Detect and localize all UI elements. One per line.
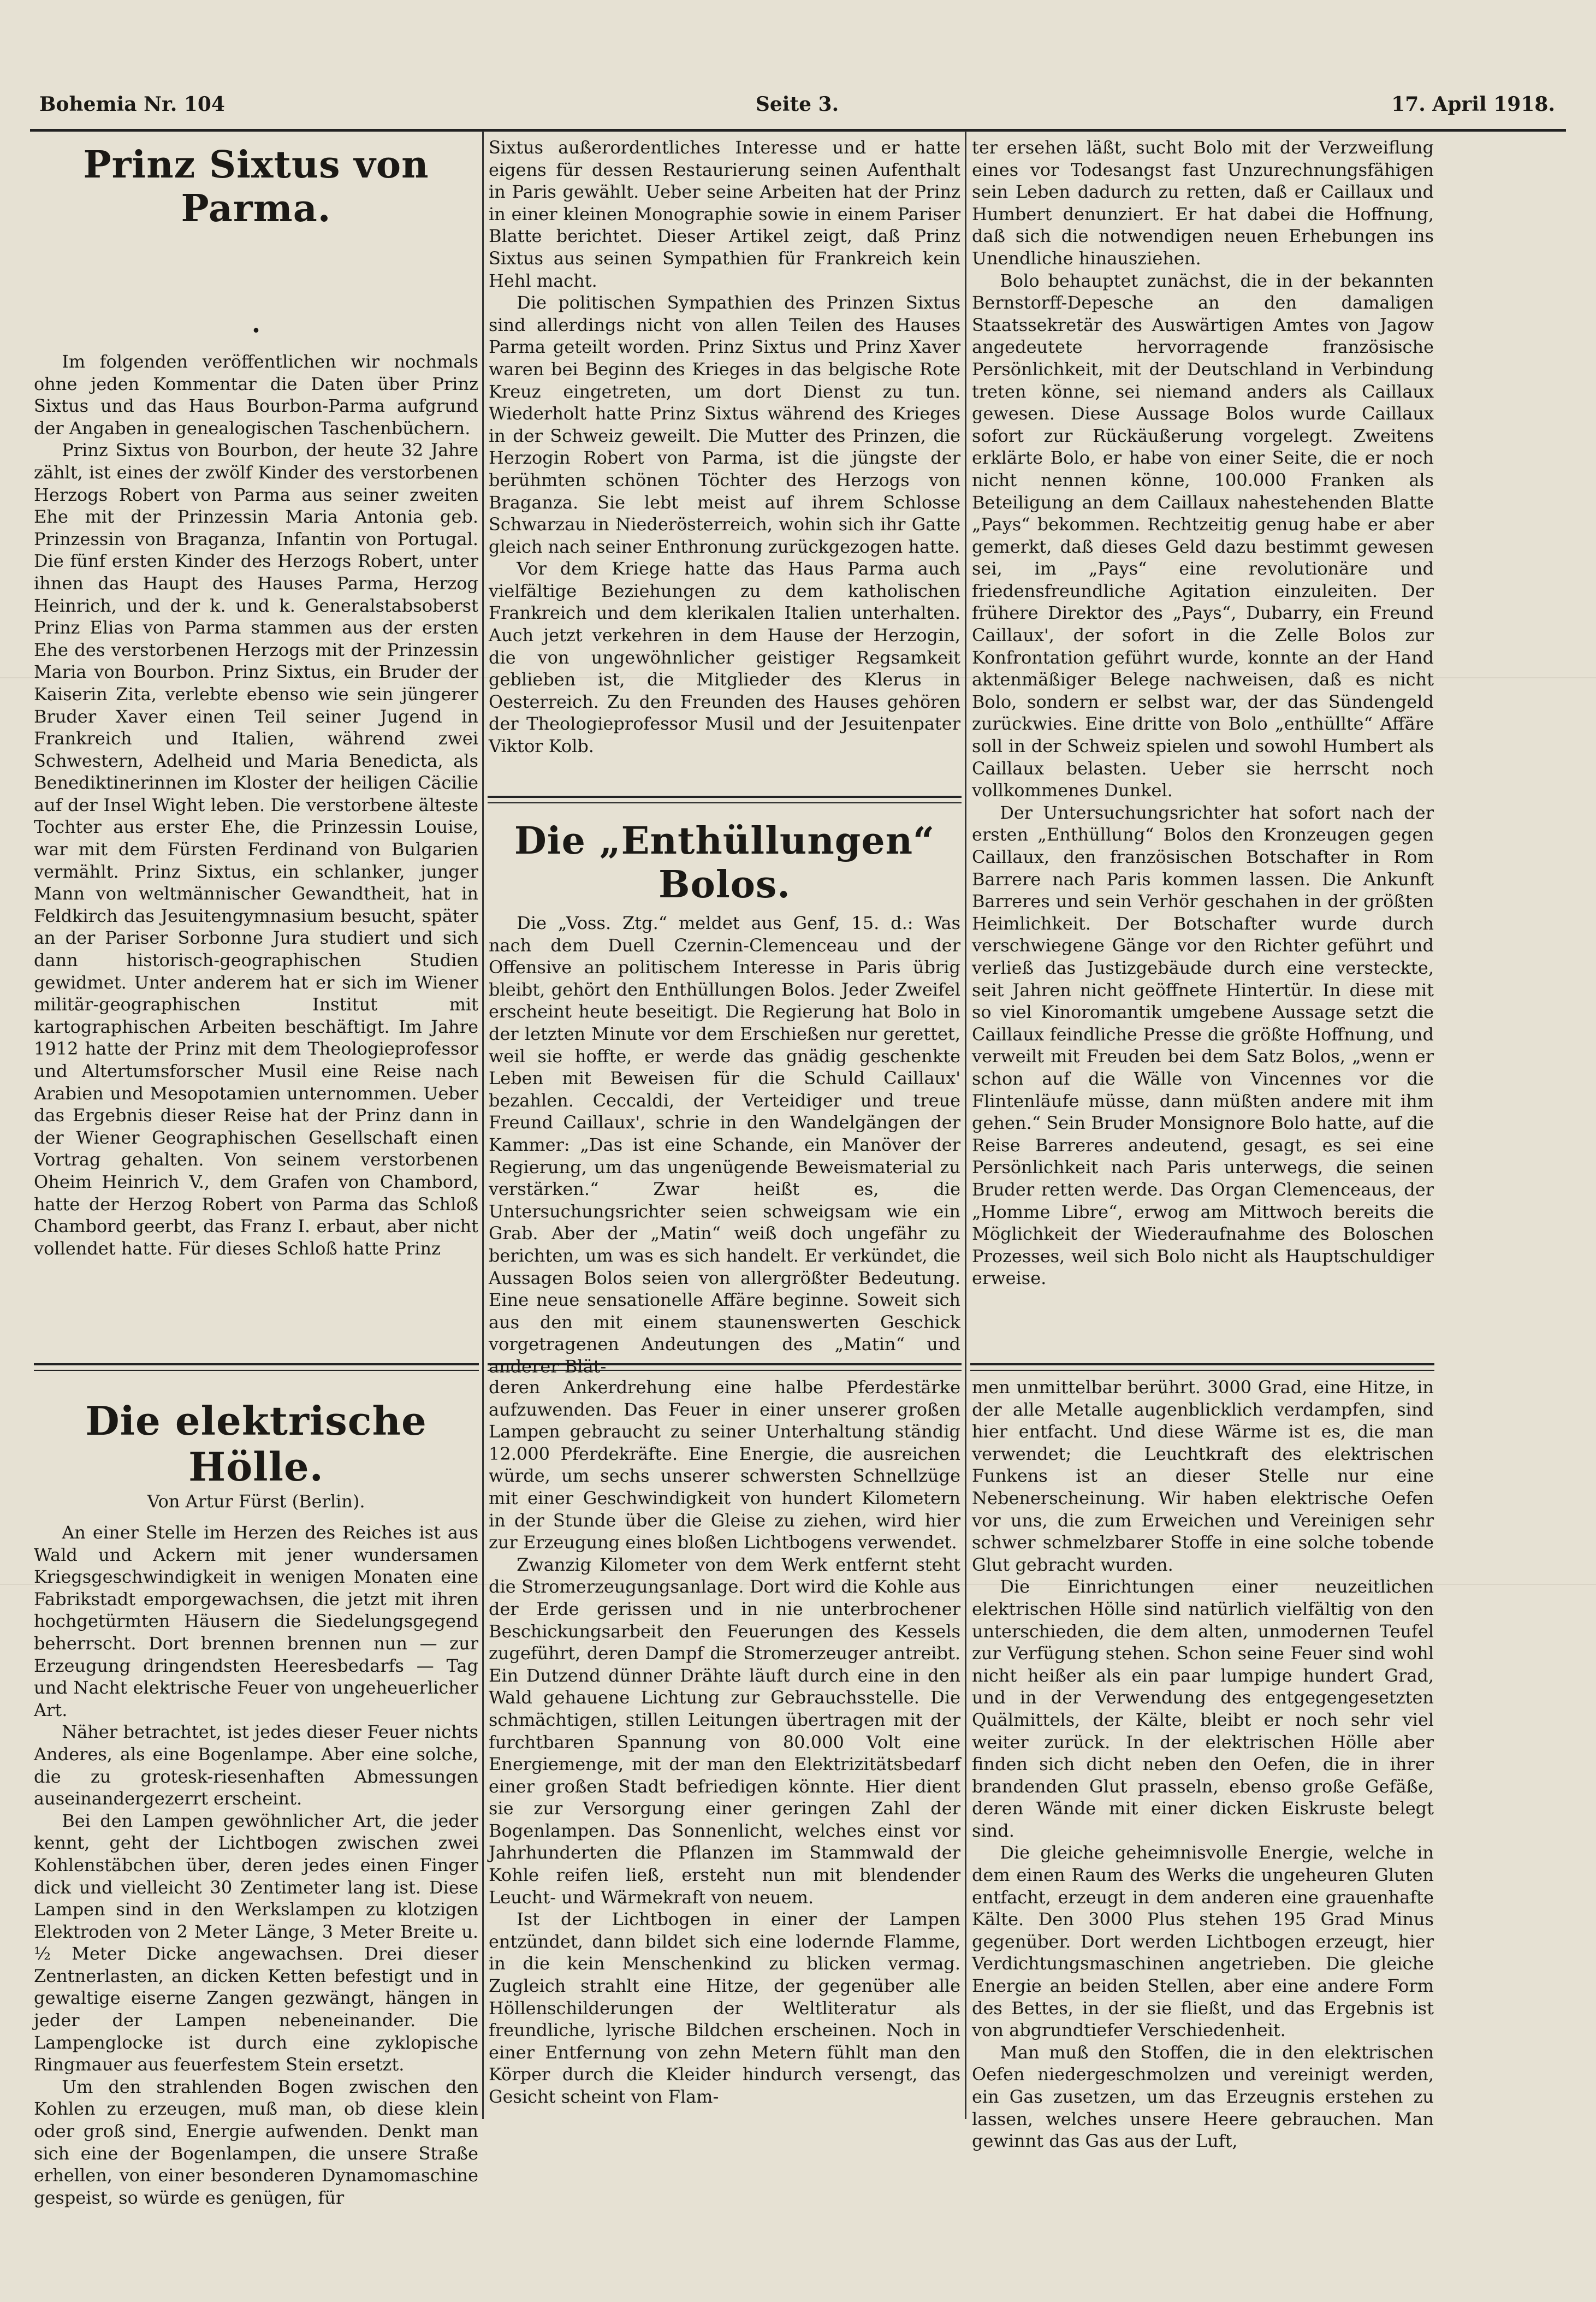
article-title-prinz-sixtus: Prinz Sixtus von Parma.: [83, 143, 429, 230]
paragraph: Prinz Sixtus von Bourbon, der heute 32 Jahre zählt, ist eines der zwölf Kinder des verstorbenen Herzogs Robert von Parma aus seiner zweiten Ehe mit der Prinzessin Maria Antonia geb. Prinzessin von Braganza, Infantin von Portugal. Die fünf ersten Kinder des Herzogs Robert, unter ihnen das Haupt des Hauses Parma, Herzog Heinrich, und der k. und k. Generalstabsoberst Prinz Elias von Parma stammen aus der ersten Ehe des verstorbenen Herzogs mit der Prinzessin Maria von Bourbon. Prinz Sixtus, ein Bruder der Kaiserin Zita, verlebte ebenso wie sein jüngerer Bruder Xaver einen Teil seiner Jugend in Frankreich und Italien, während zwei Schwestern, Adelheid und Maria Benedicta, als Benediktinerinnen im Kloster der heiligen Cäcilie auf der Insel Wight leben. Die verstorbene älteste Tochter aus erster Ehe, die Prinzessin Louise, war mit dem Fürsten Ferdinand von Bulgarien vermählt. Prinz Sixtus, ein schlanker, junger Mann von weltmännischer Gewandtheit, hat in Feldkirch das Jesuitengymnasium besucht, später an der Pariser Sorbonne Jura studiert und sich dann historisch-geographischen Studien gewidmet. Unter anderem hat er sich im Wiener militär-geographischen Institut mit kartographischen Arbeiten beschäftigt. Im Jahre 1912 hatte der Prinz mit dem Theologieprofessor und Altertumsforscher Musil eine Reise nach Arabien und Mesopotamien unternommen. Ueber das Ergebnis dieser Reise hat der Prinz dann in der Wiener Geographischen Gesellschaft einen Vortrag gehalten. Von seinem verstorbenen Oheim Heinrich V., dem Grafen von Chambord, hatte der Herzog Robert von Parma das Schloß Chambord geerbt, das Franz I. erbaut, aber nicht vollendet hatte. Für dieses Schloß hatte Prinz: [34, 440, 478, 1259]
paragraph: Sixtus außerordentliches Interesse und er hatte eigens für dessen Restaurierung seinen Aufenthalt in Paris gewählt. Ueber seine Arbeiten hat der Prinz in einer kleinen Monographie sowie in einem Pariser Blatte berichtet. Dieser Artikel zeigt, daß Prinz Sixtus aus seinen Sympathien für Frankreich kein Hehl macht.: [489, 137, 960, 291]
paragraph: Zwanzig Kilometer von dem Werk entfernt steht die Stromerzeugungsanlage. Dort wird die Kohle aus der Erde gerissen und in nie unterbrochener Beschickungsarbeit den Feuerungen des Kessels zugeführt, deren Dampf die Stromerzeuger antreibt. Ein Dutzend dünner Drähte läuft durch eine in den Wald gehauene Lichtung zur Gebrauchsstelle. Die schmächtigen, stillen Leitungen übertragen mit der furchtbaren Spannung von 80.000 Volt eine Energiemenge, mit der man den Elektrizitätsbedarf einer großen Stadt befriedigen könnte. Hier dient sie zur Versorgung einer geringen Zahl der Bogenlampen. Das Sonnenlicht, welches einst vor Jahrhunderten die Pflanzen im Stammwald der Kohle reifen ließ, ersteht nun mit blendender Leucht- und Wärmekraft von neuem.: [489, 1554, 960, 1908]
page-header: [39, 93, 1555, 126]
paragraph: Die Einrichtungen einer neuzeitlichen elektrischen Hölle sind natürlich vielfältig von den unterschieden, die dem alten, unmodernen Teufel zur Verfügung stehen. Schon seine Feuer sind wohl nicht heißer als ein paar lumpige hundert Grad, und in der Verwendung des entgegengesetzten Quälmittels, der Kälte, bleibt er noch sehr viel weiter zurück. In der elektrischen Hölle aber finden sich dicht neben den Oefen, die in ihrer brandenden Glut prasseln, ebenso große Gefäße, deren Wände mit einer dicken Eiskruste belegt sind.: [972, 1576, 1434, 1841]
paragraph: ter ersehen läßt, sucht Bolo mit der Verzweiflung eines vor Todesangst fast Unzurechnungsfähigen sein Leben dadurch zu retten, daß er Caillaux und Humbert denunziert. Er hat dabei die Hoffnung, daß sich die notwendigen neuen Erhebungen ins Unendliche hinausziehen.: [972, 137, 1434, 269]
article-elektrische-hoelle-part1: [34, 1376, 478, 2208]
paragraph: Bolo behauptet zunächst, die in der bekannten Bernstorff-Depesche an den damaligen Staatssekretär des Auswärtigen Amtes von Jagow angedeutete hervorragende französische Persönlichkeit, mit der Deutschland in Verbindung treten könne, sei niemand anders als Caillaux gewesen. Diese Aussage Bolos wurde Caillaux sofort zur Rückäußerung vorgelegt. Zweitens erklärte Bolo, er habe von einer Seite, die er noch nicht nennen könne, 100.000 Franken als Beteiligung an dem Caillaux nahestehenden Blatte „Pays“ bekommen. Rechtzeitig genug habe er aber gemerkt, daß dieses Geld dazu bestimmt gewesen sei, im „Pays“ eine revolutionäre und friedensfreundliche Agitation einzuleiten. Der frühere Direktor des „Pays“, Dubarry, ein Freund Caillaux', der sofort in die Zelle Bolos zur Konfrontation geführt wurde, konnte an der Hand aktenmäßiger Belege nachweisen, daß es nicht Bolo, sondern er selbst war, der das Sündengeld zurückwies. Eine dritte von Bolo „enthüllte“ Affäre soll in der Schweiz spielen und sowohl Humbert als Caillaux belasten. Ueber sie herrscht noch vollkommenes Dunkel.: [972, 270, 1434, 801]
issue-number: Bohemia Nr. 104: [39, 93, 225, 116]
ornament-dot: •: [251, 322, 261, 341]
paragraph: Bei den Lampen gewöhnlicher Art, die jeder kennt, geht der Lichtbogen zwischen zwei Kohlenstäbchen über, deren jedes einen Finger dick und vielleicht 30 Zentimeter lang ist. Diese Lampen sind in den Werkslampen zu klotzigen Elektroden von 2 Meter Länge, 3 Meter Breite u. ½ Meter Dicke angewachsen. Drei dieser Zentnerlasten, an dicken Ketten befestigt und in gewaltige eiserne Zangen gezwängt, hängen in jeder der Lampen nebeneinander. Die Lampenglocke ist durch eine zyklopische Ringmauer aus feuerfestem Stein ersetzt.: [34, 1810, 478, 2075]
article-title-elektrische-hoelle: Die elektrische Hölle.: [85, 1398, 427, 1490]
article-bolo-part1: [489, 819, 960, 1377]
paragraph: Vor dem Kriege hatte das Haus Parma auch vielfältige Beziehungen zu dem katholischen Frankreich und dem klerikalen Italien unterhalten. Auch jetzt verkehren in dem Hause der Herzogin, die von ungewöhnlicher geistiger Regsamkeit geblieben ist, die Mitglieder des Klerus in Oesterreich. Zu den Freunden des Hauses gehören der Theologieprofessor Musil und der Jesuitenpater Viktor Kolb.: [489, 558, 960, 757]
column-rule: [482, 131, 484, 2119]
section-rule: [488, 796, 962, 803]
header-rule: [30, 129, 1566, 132]
column-rule: [965, 131, 966, 2119]
paragraph: Die „Voss. Ztg.“ meldet aus Genf, 15. d.: Was nach dem Duell Czernin-Clemenceau und der Offensive an politischem Interesse in Paris übrig bleibt, gehört den Enthüllungen Bolos. Jeder Zweifel erscheint heute beseitigt. Die Regierung hat Bolo in der letzten Minute vor dem Erschießen nur gerettet, weil sie hoffte, er werde das gnädig geschenkte Leben mit Beweisen für die Schuld Caillaux' bezahlen. Ceccaldi, der Verteidiger und treue Freund Caillaux', schrie in den Wandelgängen der Kammer: „Das ist eine Schande, ein Manöver der Regierung, um das ungenügende Beweismaterial zu verstärken.“ Zwar heißt es, die Untersuchungsrichter seien schweigsam wie ein Grab. Aber der „Matin“ weiß doch ungefähr zu berichten, um was es sich handelt. Er verkündet, die Aussagen Bolos seien von allergrößter Bedeutung. Eine neue sensationelle Affäre beginne. Soweit sich aus den mit einem staunenswerten Geschick vorgetragenen Andeutungen des „Matin“ und anderer Blät-: [489, 913, 960, 1377]
paragraph: Ist der Lichtbogen in einer der Lampen entzündet, dann bildet sich eine lodernde Flamme, in die kein Menschenkind zu blicken vermag. Zugleich strahlt eine Hitze, der gegenüber alle Höllenschilderungen der Weltliteratur als freundliche, lyrische Bildchen erscheinen. Noch in einer Entfernung von zehn Metern fühlt man den Körper durch die Kleider hindurch versengt, das Gesicht scheint von Flam-: [489, 1909, 960, 2107]
article-elektrische-hoelle-part3: [972, 1376, 1434, 2152]
article-title-bolo: Die „Enthüllungen“ Bolos.: [514, 819, 935, 907]
paragraph: Im folgenden veröffentlichen wir nochmals ohne jeden Kommentar die Daten über Prinz Sixtus und das Haus Bourbon-Parma aufgrund der Angaben in genealogischen Taschenbüchern.: [34, 351, 478, 439]
paragraph: men unmittelbar berührt. 3000 Grad, eine Hitze, in der alle Metalle augenblicklich verdampfen, sind hier entfacht. Und diese Wärme ist es, die man verwendet; die Leuchtkraft des elektrischen Funkens ist an dieser Stelle nur eine Nebenerscheinung. Wir haben elektrische Oefen vor uns, die zum Erweichen und Vereinigen sehr schwer schmelzbarer Stoffe in eine solche tobende Glut gebracht wurden.: [972, 1377, 1434, 1575]
article-prinz-sixtus-part1: [34, 143, 478, 1358]
article-elektrische-hoelle-part2: [489, 1376, 960, 2130]
page-number: Seite 3.: [755, 93, 839, 116]
paragraph: Näher betrachtet, ist jedes dieser Feuer nichts Anderes, als eine Bogenlampe. Aber eine solche, die zu grotesk-riesenhaften Abmessungen auseinandergezerrt erscheint.: [34, 1721, 478, 1809]
paragraph: Um den strahlenden Bogen zwischen den Kohlen zu erzeugen, muß man, ob diese klein oder groß sind, Energie aufwenden. Denkt man sich eine der Bogenlampen, die unsere Straße erhellen, von einer besonderen Dynamomaschine gespeist, so würde es genügen, für: [34, 2076, 478, 2208]
paragraph: Man muß den Stoffen, die in den elektrischen Oefen niedergeschmolzen und vereinigt werden, ein Gas zusetzen, um das Erzeugnis erstehen zu lassen, welches unsere Heere gebrauchen. Man gewinnt das Gas aus der Luft,: [972, 2041, 1434, 2152]
paragraph: Die politischen Sympathien des Prinzen Sixtus sind allerdings nicht von allen Teilen des Hauses Parma geteilt worden. Prinz Sixtus und Prinz Xaver waren bei Beginn des Krieges in das belgische Rote Kreuz eingetreten, um dort Dienst zu tun. Wiederholt hatte Prinz Sixtus während des Krieges in der Schweiz geweilt. Die Mutter des Prinzen, die Herzogin Robert von Parma, ist die jüngste der berühmten schönen Töchter des Herzogs von Braganza. Sie lebt meist auf ihrem Schlosse Schwarzau in Niederösterreich, wohin sich ihr Gatte gleich nach seiner Enthronung zurückgezogen hatte.: [489, 292, 960, 557]
paragraph: Die gleiche geheimnisvolle Energie, welche in dem einen Raum des Werks die ungeheuren Gluten entfacht, erzeugt in dem anderen eine grauenhafte Kälte. Den 3000 Plus stehen 195 Grad Minus gegenüber. Dort werden Lichtbogen erzeugt, hier Verdichtungsmaschinen angetrieben. Die gleiche Energie an beiden Stellen, aber eine andere Form des Bettes, in der sie fließt, und das Ergebnis ist von abgrundtiefer Verschiedenheit.: [972, 1842, 1434, 2041]
paragraph: Der Untersuchungsrichter hat sofort nach der ersten „Enthüllung“ Bolos den Kronzeugen gegen Caillaux, den französischen Botschafter in Rom Barrere nach Paris kommen lassen. Die Ankunft Barreres und sein Verhör geschahen in der größten Heimlichkeit. Der Botschafter wurde durch verschwiegene Gänge vor den Richter geführt und verließ das Justizgebäude durch eine versteckte, seit Jahren nicht geöffnete Hintertür. In diese mit so viel Kinoromantik umgebene Aussage setzt die Caillaux feindliche Presse die größte Hoffnung, und verweilt mit Freuden bei dem Satz Bolos, „wenn er schon auf die Wälle von Vincennes vor die Flintenläufe müsse, dann müßten andere mit ihm gehen.“ Sein Bruder Monsignore Bolo hatte, auf die Reise Barreres andeutend, gesagt, es sei eine Persönlichkeit nach Paris unterwegs, die seinen Bruder retten werde. Das Organ Clemenceaus, der „Homme Libre“, erwog am Mittwoch bereits die Möglichkeit der Wiederaufnahme des Boloschen Prozesses, weil sich Bolo nicht als Hauptschuldiger erweise.: [972, 802, 1434, 1289]
paragraph: An einer Stelle im Herzen des Reiches ist aus Wald und Ackern mit jener wundersamen Kriegsgeschwindigkeit in wenigen Monaten eine Fabrikstadt emporgewachsen, die jetzt mit ihren hochgetürmten Häusern die Siedelungsgegend beherrscht. Dort brennen brennen nun — zur Erzeugung dringendsten Heeresbedarfs — Tag und Nacht elektrische Feuer von ungeheuerlicher Art.: [34, 1522, 478, 1720]
article-author: Von Artur Fürst (Berlin).: [147, 1491, 365, 1512]
article-prinz-sixtus-part2: [489, 137, 960, 792]
paragraph: deren Ankerdrehung eine halbe Pferdestärke aufzuwenden. Das Feuer in einer unserer großen Lampen gebraucht zu seiner Unterhaltung ständig 12.000 Pferdekräfte. Eine Energie, die ausreichen würde, um sechs unserer schwersten Schnellzüge mit einer Geschwindigkeit von hundert Kilometern in der Stunde über die Gleise zu ziehen, wird hier zur Erzeugung eines bloßen Lichtbogens verwendet.: [489, 1377, 960, 1553]
section-rule: [34, 1363, 479, 1371]
section-rule: [970, 1363, 1434, 1371]
article-bolo-part2: [972, 137, 1434, 1359]
issue-date: 17. April 1918.: [1391, 93, 1555, 116]
